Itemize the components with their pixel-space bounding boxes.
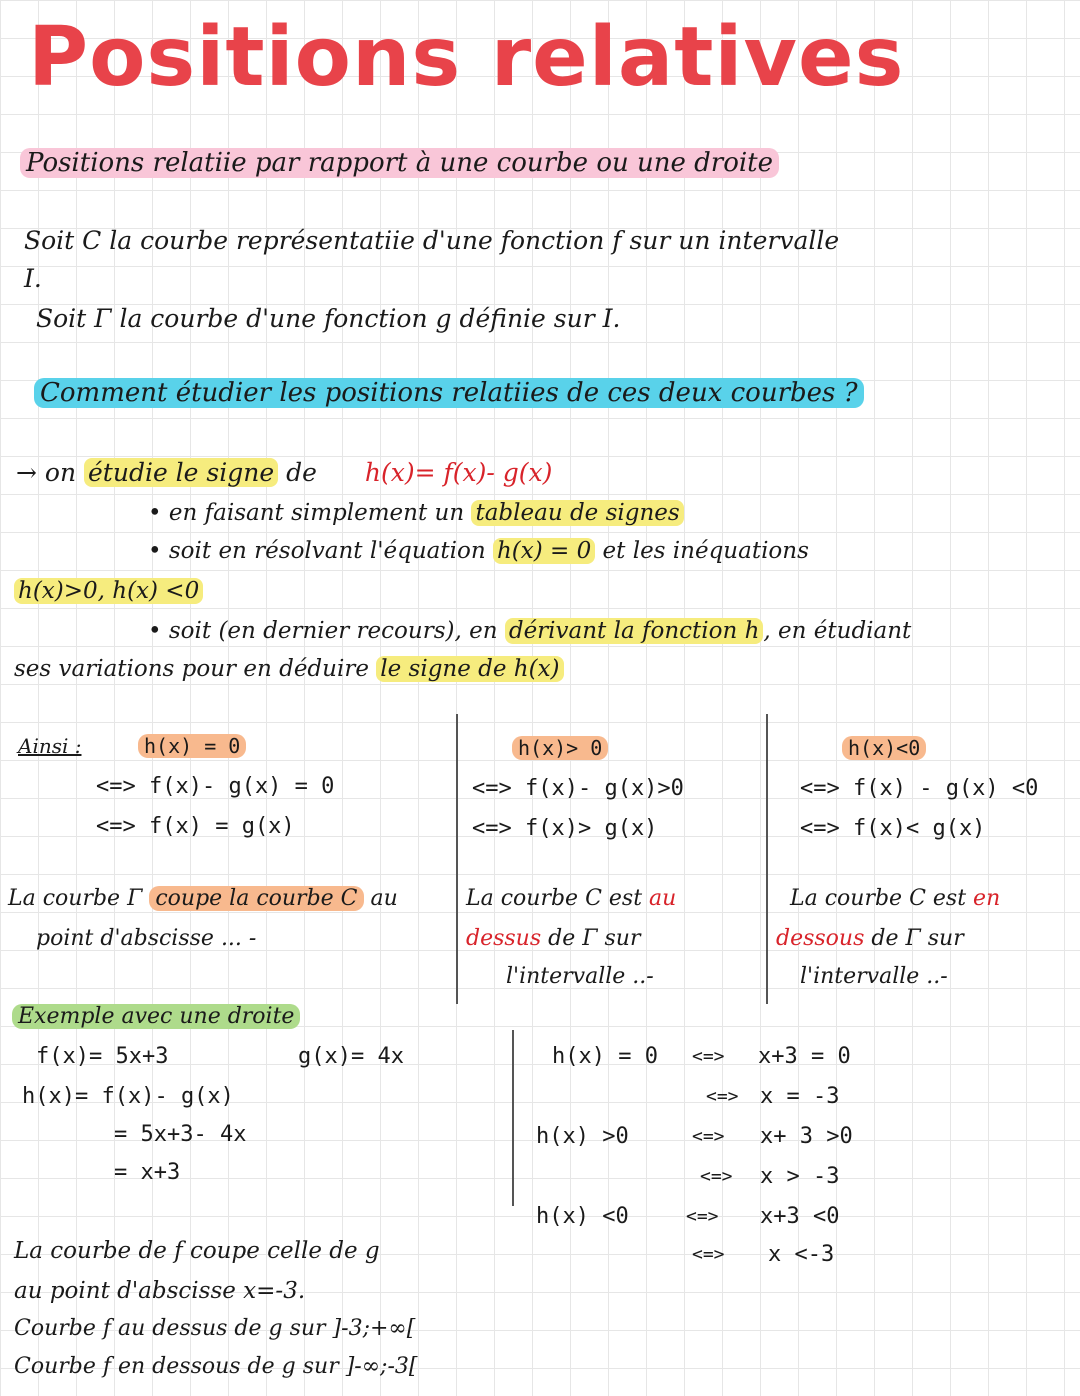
example-h-3: = x+3 [114, 1160, 181, 1185]
case-3-concl-b: de Γ sur [871, 926, 964, 951]
case-1-line-1: <=> f(x)- g(x) = 0 [96, 774, 335, 799]
case-2-conclusion [466, 886, 676, 911]
case-3-head-text: h(x)<0 [842, 736, 926, 760]
example-heading-text: Exemple avec une droite [12, 1004, 300, 1029]
column-divider-2 [766, 714, 768, 1004]
bullet-3-text-c: , en étudiant [763, 618, 912, 644]
bullet-3-highlight: dérivant la fonction h [505, 618, 764, 644]
bullet-2-cont [14, 578, 203, 604]
case-1-line-2: <=> f(x) = g(x) [96, 814, 295, 839]
example-conclusion-4: Courbe f en dessous de g sur ]-∞;-3[ [14, 1354, 418, 1379]
intro-line-1b: I. [24, 264, 42, 293]
bullet-3-text: • soit (en dernier recours), en [148, 618, 498, 644]
bullet-1 [148, 500, 684, 526]
case-2-concl-a: La courbe C est [466, 886, 643, 911]
example-h-2: = 5x+3- 4x [114, 1122, 247, 1147]
example-r4-right: x > -3 [760, 1164, 840, 1189]
case-3-head [842, 736, 926, 760]
case-3-concl-red: en [973, 886, 1001, 911]
page-title: Positions relatives [28, 10, 905, 105]
example-r5-mid: <=> [686, 1206, 719, 1227]
bullet-1-text: • en faisant simplement un [148, 500, 465, 526]
bullet-2-text: • soit en résolvant l'équation [148, 538, 486, 564]
case-1-concl-a: La courbe Γ [8, 886, 143, 911]
case-3-conclusion-3: l'intervalle ..- [800, 964, 948, 989]
method-line [16, 458, 552, 487]
example-r4-mid: <=> [700, 1166, 733, 1187]
bullet-2 [148, 538, 809, 564]
case-2-line-1: <=> f(x)- g(x)>0 [472, 776, 684, 801]
bullet-3-cont [14, 656, 564, 682]
case-2-concl-b: de Γ sur [548, 926, 641, 951]
case-3-line-2: <=> f(x)< g(x) [800, 816, 986, 841]
example-r1-left: h(x) = 0 [552, 1044, 658, 1069]
example-r3-mid: <=> [692, 1126, 725, 1147]
example-r2-mid: <=> [706, 1086, 739, 1107]
example-conclusion-3: Courbe f au dessus de g sur ]-3;+∞[ [14, 1316, 416, 1341]
example-r1-right: x+3 = 0 [758, 1044, 851, 1069]
column-divider-1 [456, 714, 458, 1004]
h-formula: h(x)= f(x)- g(x) [364, 458, 553, 487]
case-3-line-1: <=> f(x) - g(x) <0 [800, 776, 1039, 801]
bullet-2-text-b: et les inéquations [602, 538, 809, 564]
bullet-3-cont-text: ses variations pour en déduire [14, 656, 369, 682]
example-r2-right: x = -3 [760, 1084, 840, 1109]
bullet-1-highlight: tableau de signes [471, 500, 683, 526]
example-h-1: h(x)= f(x)- g(x) [22, 1084, 234, 1109]
case-1-head-text: h(x) = 0 [138, 734, 246, 758]
case-2-conclusion-2 [466, 926, 641, 951]
case-1-head [138, 734, 246, 758]
question-text: Comment étudier les positions relatiies de ces deux courbes ? [34, 378, 864, 408]
example-r3-left: h(x) >0 [536, 1124, 629, 1149]
case-2-head [512, 736, 608, 760]
example-r6-mid: <=> [692, 1244, 725, 1265]
intro-line-1: Soit C la courbe représentatiie d'une fonction f sur un intervalle [24, 226, 840, 255]
ainsi-label: Ainsi : [18, 734, 82, 758]
study-highlight: étudie le signe [84, 458, 278, 487]
example-conclusion-1: La courbe de f coupe celle de g [14, 1238, 380, 1264]
case-3-conclusion [790, 886, 1000, 911]
example-r5-left: h(x) <0 [536, 1204, 629, 1229]
bullet-3 [148, 618, 911, 644]
case-2-conclusion-3: l'intervalle ..- [506, 964, 654, 989]
case-1-concl-highlight: coupe la courbe C [149, 886, 363, 911]
example-g: g(x)= 4x [298, 1044, 404, 1069]
example-r5-right: x+3 <0 [760, 1204, 840, 1229]
bullet-2-cont-text: h(x)>0, h(x) <0 [14, 578, 203, 604]
case-3-conclusion-2 [776, 926, 964, 951]
example-divider [512, 1030, 514, 1206]
case-3-concl-red-2: dessous [776, 926, 865, 951]
intro-line-2: Soit Γ la courbe d'une fonction g définie sur I. [36, 304, 621, 333]
case-2-head-text: h(x)> 0 [512, 736, 608, 760]
case-2-concl-red-2: dessus [466, 926, 542, 951]
case-1-concl-c: au [370, 886, 398, 911]
case-3-concl-a: La courbe C est [790, 886, 967, 911]
example-r6-right: x <-3 [768, 1242, 835, 1267]
arrow-text: → on [16, 458, 77, 487]
subtitle-text: Positions relatiie par rapport à une courbe ou une droite [20, 148, 779, 178]
case-2-line-2: <=> f(x)> g(x) [472, 816, 658, 841]
example-heading [12, 1004, 300, 1029]
case-1-conclusion-2: point d'abscisse ... - [36, 926, 257, 951]
bullet-3-cont-highlight: le signe de h(x) [376, 656, 563, 682]
bullet-2-eq: h(x) = 0 [493, 538, 595, 564]
example-conclusion-2: au point d'abscisse x=-3. [14, 1278, 306, 1304]
intro-question [34, 378, 864, 408]
case-1-conclusion [8, 886, 398, 911]
example-r1-mid: <=> [692, 1046, 725, 1067]
example-f: f(x)= 5x+3 [36, 1044, 169, 1069]
de-text: de [286, 458, 317, 487]
case-2-concl-red: au [649, 886, 677, 911]
example-r3-right: x+ 3 >0 [760, 1124, 853, 1149]
section-subtitle [20, 148, 779, 178]
